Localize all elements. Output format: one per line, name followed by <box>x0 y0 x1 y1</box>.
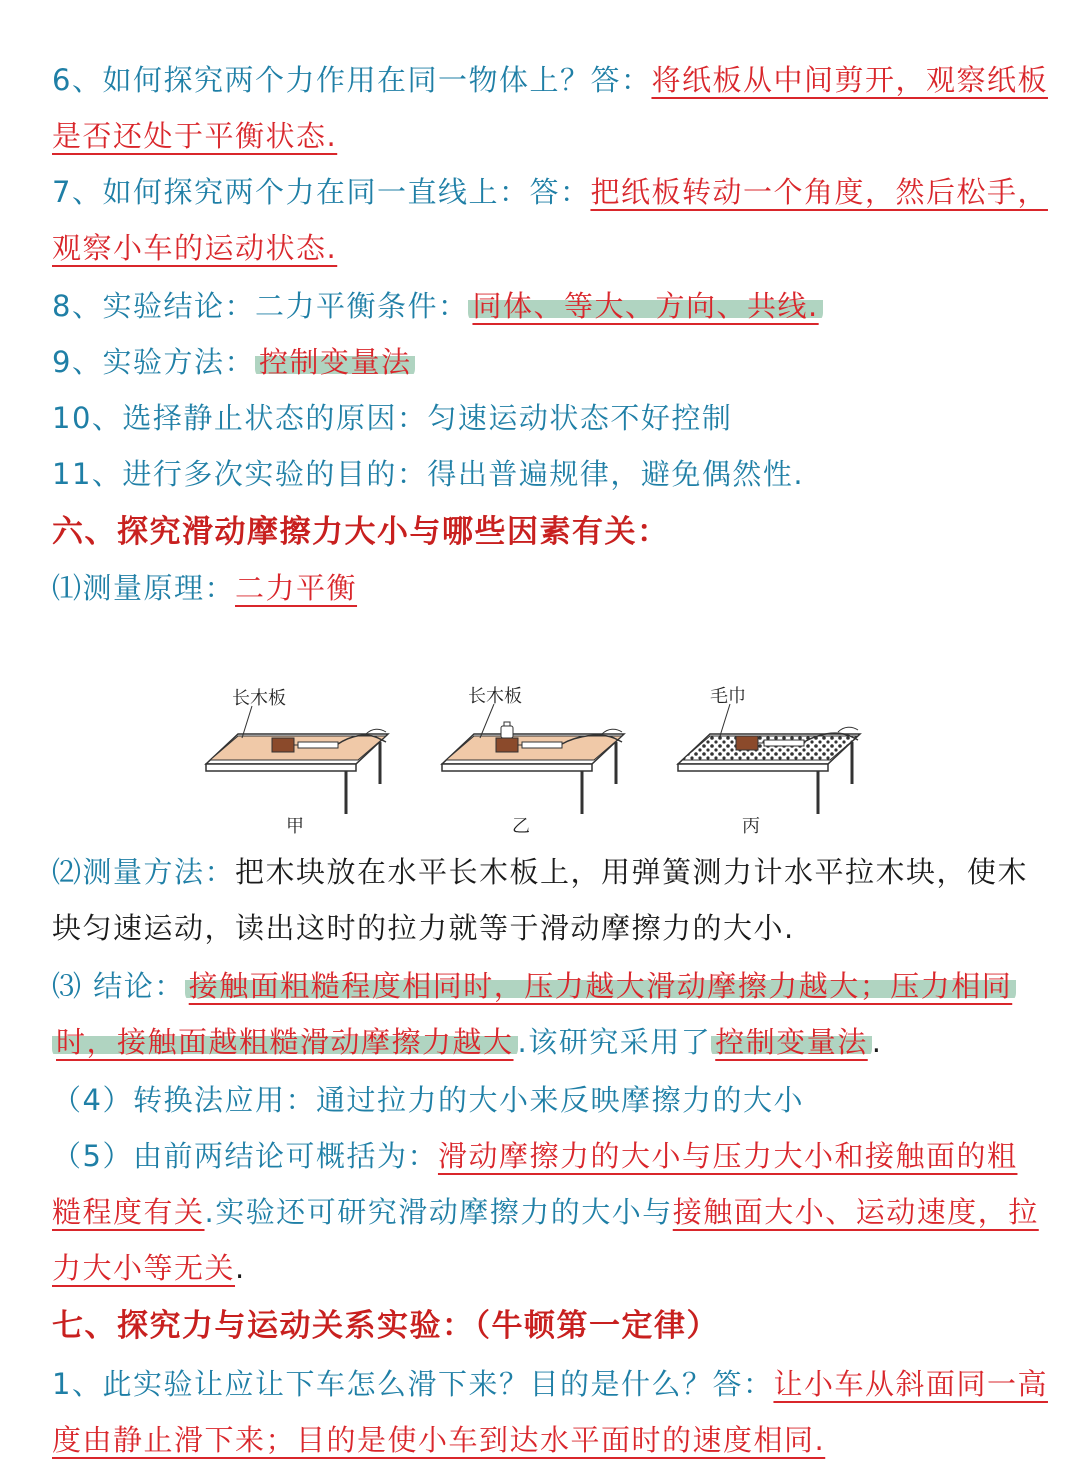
conversion-method-line: （4）转换法应用：通过拉力的大小来反映摩擦力的大小 <box>52 1083 804 1117</box>
setup-jia-caption: 甲 <box>286 816 304 837</box>
s7-item-1-line-1 <box>52 1364 1048 1404</box>
item-7-line-1 <box>52 172 1048 212</box>
summary-line-1 <box>52 1136 1040 1176</box>
summary-middle-text: .实验还可研究滑动摩擦力的大小与 <box>204 1195 673 1229</box>
summary-label: （5）由前两结论可概括为： <box>52 1139 438 1173</box>
item-7-answer-part-1: 把纸板转动一个角度，然后松手， <box>590 175 1048 209</box>
item-8-line <box>52 286 1040 326</box>
setup-bing <box>678 686 860 837</box>
principle-answer: 二力平衡 <box>235 571 358 605</box>
method-line-2: 块匀速运动，读出这时的拉力就等于滑动摩擦力的大小. <box>52 911 795 945</box>
section-6-title: 六、探究滑动摩擦力大小与哪些因素有关： <box>52 514 670 550</box>
summary-line-3 <box>52 1248 1040 1288</box>
conclusion-line-1 <box>52 966 1040 1006</box>
item-6-answer-part-1: 将纸板从中间剪开，观察纸板 <box>651 63 1048 97</box>
principle-label: ⑴测量原理： <box>52 571 236 605</box>
conclusion-method-answer: 控制变量法 <box>711 1025 872 1059</box>
conclusion-end: . <box>871 1025 883 1059</box>
item-9-line <box>52 342 1040 382</box>
setup-jia <box>206 688 388 837</box>
summary-answer-part-2: 糙程度有关 <box>52 1195 205 1229</box>
method-text-part-1: 把木块放在水平长木板上，用弹簧测力计水平拉木块，使木 <box>235 855 1029 889</box>
section-7-title: 七、探究力与运动关系实验：（牛顿第一定律） <box>52 1308 719 1344</box>
item-7-answer-part-2: 观察小车的运动状态. <box>52 231 338 265</box>
conclusion-answer-part-2: 时，接触面越粗糙滑动摩擦力越大 <box>52 1025 518 1059</box>
s7-item-1-line-2 <box>52 1420 1040 1460</box>
setup-bing-caption: 丙 <box>742 816 760 837</box>
summary-answer-part-1: 滑动摩擦力的大小与压力大小和接触面的粗 <box>437 1139 1018 1173</box>
s7-item-1-question: 1、此实验让应让下车怎么滑下来？目的是什么？答： <box>52 1367 774 1401</box>
method-line-1 <box>52 852 1040 892</box>
summary-end: . <box>235 1251 246 1285</box>
item-8-answer: 同体、等大、方向、共线. <box>468 289 822 323</box>
conclusion-answer-part-1: 接触面粗糙程度相同时，压力越大滑动摩擦力越大；压力相同 <box>185 969 1017 1003</box>
item-8-question: 8、实验结论：二力平衡条件： <box>52 289 469 323</box>
item-7-question: 7、如何探究两个力在同一直线上：答： <box>52 175 591 209</box>
summary-line-2 <box>52 1192 1040 1232</box>
item-7-line-2 <box>52 228 1040 268</box>
setup-yi-surface-label: 长木板 <box>468 686 522 707</box>
s7-item-1-answer-part-1: 让小车从斜面同一高 <box>773 1367 1048 1401</box>
setup-yi-caption: 乙 <box>512 816 530 837</box>
item-6-line-1 <box>52 60 1048 100</box>
conclusion-middle-text: .该研究采用了 <box>517 1025 712 1059</box>
method-label: ⑵测量方法： <box>52 855 236 889</box>
summary-answer-part-4: 力大小等无关 <box>52 1251 236 1285</box>
item-9-question: 9、实验方法： <box>52 345 255 379</box>
item-6-answer-part-2: 是否还处于平衡状态. <box>52 119 338 153</box>
conclusion-line-2 <box>52 1022 1040 1062</box>
item-6-question: 6、如何探究两个力作用在同一物体上？答： <box>52 63 652 97</box>
s7-item-1-answer-part-2: 度由静止滑下来；目的是使小车到达水平面时的速度相同. <box>52 1423 826 1457</box>
summary-answer-part-3: 接触面大小、运动速度，拉 <box>672 1195 1039 1229</box>
setup-bing-surface-label: 毛巾 <box>710 686 746 707</box>
conclusion-label: ⑶ 结论： <box>52 969 185 1003</box>
item-9-answer: 控制变量法 <box>255 345 416 379</box>
setup-jia-surface-label: 长木板 <box>232 688 286 709</box>
item-11-line: 11、进行多次实验的目的：得出普遍规律，避免偶然性. <box>52 457 805 491</box>
friction-experiment-figure <box>190 672 910 842</box>
setup-yi <box>442 686 624 837</box>
item-6-line-2 <box>52 116 1040 156</box>
item-10-line: 10、选择静止状态的原因：匀速运动状态不好控制 <box>52 401 733 435</box>
principle-line <box>52 568 1040 608</box>
